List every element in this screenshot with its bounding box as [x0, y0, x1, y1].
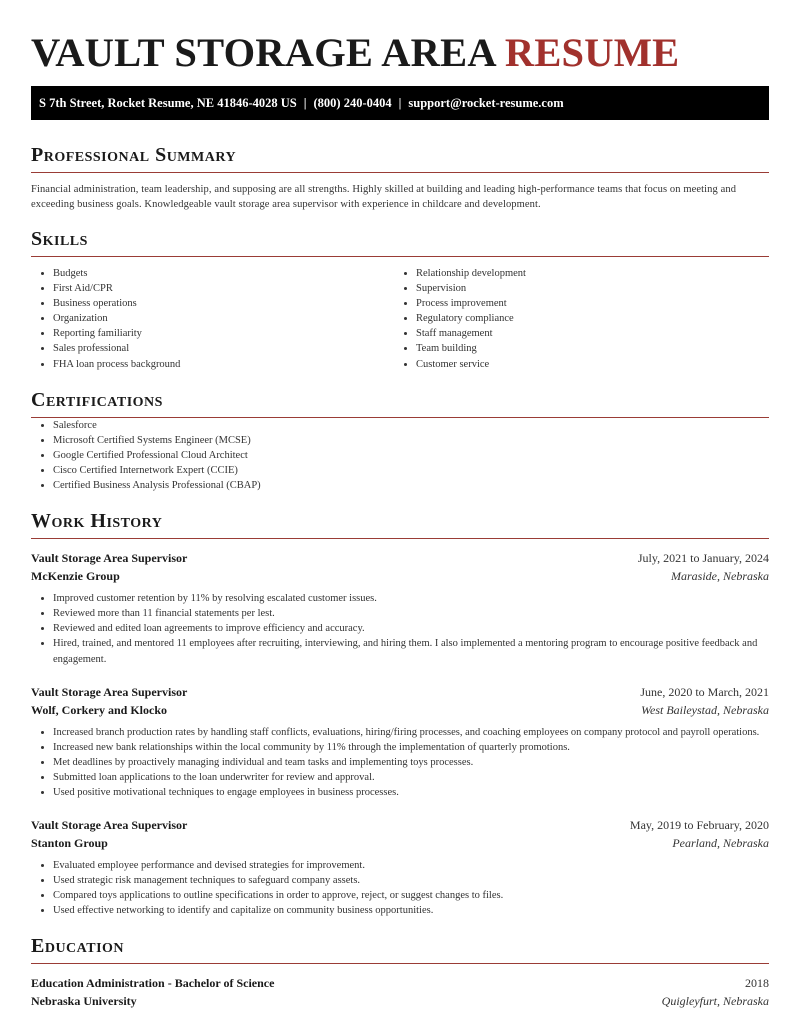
job-bullet: • Increased branch production rates by handling staff conflicts, evaluations, hiring/firing processes, and coaching employees on company protocol and payroll operations. — [53, 725, 769, 740]
certification-item: • Salesforce — [53, 418, 769, 433]
job-title: Vault Storage Area Supervisor — [31, 684, 188, 699]
education-degree-row — [31, 974, 769, 992]
job-bullet: • Used positive motivational techniques to engage employees in business processes. — [53, 785, 769, 800]
job-company-row — [31, 567, 769, 585]
skill-item: • Budgets — [53, 266, 394, 281]
contact-separator: | — [398, 96, 402, 110]
skills-section — [31, 226, 769, 372]
skill-item: • Regulatory compliance — [416, 311, 757, 326]
contact-address: S 7th Street, Rocket Resume, NE 41846-4028 US — [39, 96, 297, 110]
education-year: 2018 — [745, 976, 769, 991]
title-main: VAULT STORAGE AREA — [31, 30, 495, 75]
summary-section — [31, 142, 769, 212]
summary-text: Financial administration, team leadership, and supposing are all strengths. Highly skilled at building and leading high-performance teams that focus on meeting and exceeding business goals. Knowledgeable vault storage area supervisor with experience in childcare and development. — [31, 184, 737, 210]
certification-item: • Google Certified Professional Cloud Architect — [53, 448, 769, 463]
education-section — [31, 933, 769, 1010]
job-company-row — [31, 701, 769, 719]
job-location: Pearland, Nebraska — [672, 836, 769, 851]
skill-item: • Supervision — [416, 281, 757, 296]
job-bullets — [31, 591, 769, 666]
job-bullet: • Evaluated employee performance and devised strategies for improvement. — [53, 858, 769, 873]
job-dates: June, 2020 to March, 2021 — [640, 684, 769, 699]
skill-item: • Organization — [53, 311, 394, 326]
work-history-heading: Work History — [31, 508, 769, 539]
job-bullet: • Used strategic risk management techniques to safeguard company assets. — [53, 873, 769, 888]
skill-item: • Process improvement — [416, 296, 757, 311]
education-school-row — [31, 992, 769, 1010]
skills-column-left — [31, 266, 394, 372]
job-bullet: • Hired, trained, and mentored 11 employees after recruiting, interviewing, and hiring them. I also implemented a mentoring program to encourage positive feedback and engagement. — [53, 636, 769, 666]
job-title-row — [31, 816, 769, 834]
contact-email[interactable]: support@rocket-resume.com — [408, 96, 564, 110]
job-title-row — [31, 549, 769, 567]
certification-item: • Certified Business Analysis Professional (CBAP) — [53, 478, 769, 493]
job-company: Wolf, Corkery and Klocko — [31, 702, 168, 717]
skill-item: • Sales professional — [53, 341, 394, 356]
education-heading: Education — [31, 933, 769, 964]
job-dates: July, 2021 to January, 2024 — [637, 551, 769, 566]
job-location: West Baileystad, Nebraska — [641, 702, 769, 717]
job-location: Maraside, Nebraska — [671, 569, 769, 584]
summary-heading: Professional Summary — [31, 142, 769, 173]
education-degree: Education Administration - Bachelor of Science — [31, 976, 275, 991]
job-bullet: • Met deadlines by proactively managing individual and team tasks and implementing toys processes. — [53, 755, 769, 770]
contact-separator: | — [303, 96, 307, 110]
job-title-row — [31, 683, 769, 701]
skills-list-right — [394, 266, 757, 372]
skill-item: • Business operations — [53, 296, 394, 311]
skill-item: • Team building — [416, 341, 757, 356]
education-location: Quigleyfurt, Nebraska — [661, 994, 769, 1009]
job-entry — [31, 816, 769, 918]
job-bullets — [31, 858, 769, 918]
skill-item: • Customer service — [416, 357, 757, 372]
title-accent: RESUME — [504, 30, 680, 75]
education-school: Nebraska University — [31, 994, 137, 1009]
skill-item: • Relationship development — [416, 266, 757, 281]
skill-item: • First Aid/CPR — [53, 281, 394, 296]
certification-item: • Microsoft Certified Systems Engineer (MCSE) — [53, 433, 769, 448]
skills-column-right — [394, 266, 757, 372]
education-entry — [31, 974, 769, 1010]
skills-heading: Skills — [31, 226, 769, 257]
job-bullet: • Increased new bank relationships within the local community by 11% through the implementation of quarterly promotions. — [53, 740, 769, 755]
skill-item: • Staff management — [416, 326, 757, 341]
job-company-row — [31, 834, 769, 852]
certifications-section — [31, 387, 769, 493]
contact-phone[interactable]: (800) 240-0404 — [313, 96, 392, 110]
job-bullet: • Reviewed and edited loan agreements to improve efficiency and accuracy. — [53, 621, 769, 636]
skill-item: • Reporting familiarity — [53, 326, 394, 341]
job-title: Vault Storage Area Supervisor — [31, 551, 188, 566]
job-dates: May, 2019 to February, 2020 — [629, 818, 769, 833]
job-bullet: • Used effective networking to identify and capitalize on community business opportunities. — [53, 903, 769, 918]
job-entry — [31, 683, 769, 800]
contact-bar — [31, 86, 769, 120]
work-history-section — [31, 508, 769, 918]
job-bullet: • Reviewed more than 11 financial statements per lest. — [53, 606, 769, 621]
job-bullet: • Submitted loan applications to the loan underwriter for review and approval. — [53, 770, 769, 785]
job-company: Stanton Group — [31, 836, 108, 851]
certification-item: • Cisco Certified Internetwork Expert (CCIE) — [53, 463, 769, 478]
job-company: McKenzie Group — [31, 569, 120, 584]
job-bullets — [31, 725, 769, 800]
skills-list-left — [31, 266, 394, 372]
job-title: Vault Storage Area Supervisor — [31, 818, 188, 833]
skills-columns — [31, 266, 769, 372]
job-bullet: • Improved customer retention by 11% by resolving escalated customer issues. — [53, 591, 769, 606]
certifications-heading: Certifications — [31, 387, 769, 418]
resume-title — [31, 0, 769, 78]
certifications-list — [31, 418, 769, 493]
skill-item: • FHA loan process background — [53, 357, 394, 372]
job-bullet: • Compared toys applications to outline specifications in order to approve, reject, or suggest changes to files. — [53, 888, 769, 903]
job-entry — [31, 549, 769, 666]
